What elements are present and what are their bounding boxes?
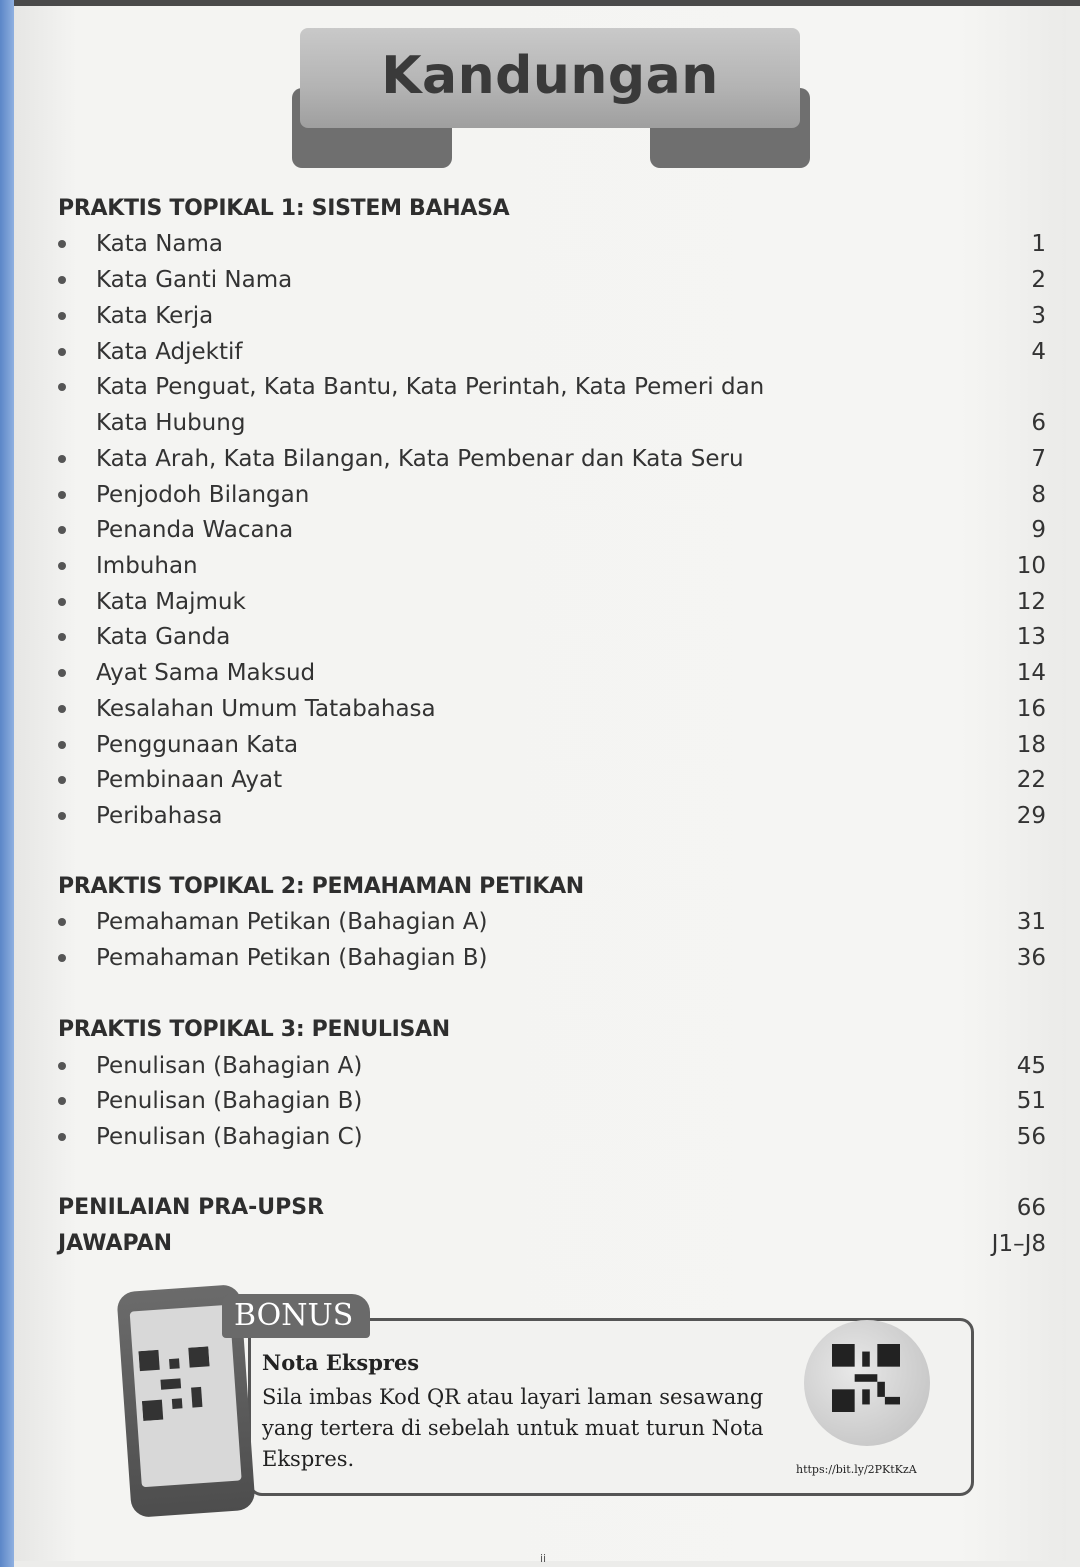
toc-item-label: Pemahaman Petikan (Bahagian B): [96, 945, 488, 971]
toc-item[interactable]: [58, 945, 1046, 981]
toc-item-page: 9: [1031, 517, 1046, 543]
toc-item-page: 56: [1016, 1124, 1046, 1150]
toc-penilaian-label: PENILAIAN PRA-UPSR: [58, 1195, 325, 1220]
toc-item[interactable]: [58, 482, 1046, 518]
bullet-icon: [58, 705, 66, 713]
toc-item[interactable]: [58, 589, 1046, 625]
bullet-icon: [58, 918, 66, 926]
toc-item[interactable]: [58, 267, 1046, 303]
bullet-icon: [58, 669, 66, 677]
toc-item-page: 31: [1016, 909, 1046, 935]
bullet-icon: [58, 633, 66, 641]
toc-item-label: Kata Nama: [96, 231, 223, 257]
toc-item-page: 22: [1016, 767, 1046, 793]
toc-item[interactable]: [58, 1053, 1046, 1089]
bullet-icon: [58, 812, 66, 820]
toc-item[interactable]: [58, 624, 1046, 660]
toc-item[interactable]: [58, 767, 1046, 803]
toc-item-label: Penanda Wacana: [96, 517, 294, 543]
toc-item-label: Pembinaan Ayat: [96, 767, 283, 793]
section-heading-2: PRAKTIS TOPIKAL 2: PEMAHAMAN PETIKAN: [58, 874, 584, 899]
bullet-icon: [58, 348, 66, 356]
toc-item-page: 12: [1016, 589, 1046, 615]
toc-item-page: 29: [1016, 803, 1046, 829]
toc-item[interactable]: [58, 374, 1046, 446]
toc-item-label: Kesalahan Umum Tatabahasa: [96, 696, 436, 722]
toc-item-label: Penggunaan Kata: [96, 732, 299, 758]
toc-item-label: Penulisan (Bahagian C): [96, 1124, 363, 1150]
page-title: Kandungan: [381, 46, 719, 106]
toc-item[interactable]: [58, 909, 1046, 945]
bullet-icon: [58, 741, 66, 749]
toc-item[interactable]: [58, 231, 1046, 267]
toc-item[interactable]: [58, 1124, 1046, 1160]
bullet-icon: [58, 276, 66, 284]
toc-jawapan-page: J1–J8: [991, 1231, 1046, 1257]
bullet-icon: [58, 1097, 66, 1105]
bonus-tag-label: BONUS: [234, 1298, 354, 1333]
toc-item-page: 4: [1031, 339, 1046, 365]
toc-item-page: 2: [1031, 267, 1046, 293]
toc-item-page: 36: [1016, 945, 1046, 971]
bullet-icon: [58, 240, 66, 248]
bonus-text: Sila imbas Kod QR atau layari laman sesawang yang tertera di sebelah untuk muat turun Nota Ekspres.: [262, 1385, 764, 1471]
qr-code-icon[interactable]: [832, 1344, 900, 1412]
title-banner: [288, 28, 812, 144]
toc-item-label: Kata Ganti Nama: [96, 267, 293, 293]
toc-item[interactable]: [58, 553, 1046, 589]
section-heading-3: PRAKTIS TOPIKAL 3: PENULISAN: [58, 1017, 450, 1042]
toc-item[interactable]: [58, 696, 1046, 732]
toc-item-page: 7: [1031, 446, 1046, 472]
bullet-icon: [58, 383, 66, 391]
bullet-icon: [58, 455, 66, 463]
toc-item[interactable]: [58, 339, 1046, 375]
toc-item-page: 6: [1031, 410, 1046, 436]
toc-item-label: Kata Majmuk: [96, 589, 246, 615]
bullet-icon: [58, 1133, 66, 1141]
toc-item-label-continued: Kata Hubung: [96, 410, 246, 436]
toc-item-page: 45: [1016, 1053, 1046, 1079]
toc-item[interactable]: [58, 1088, 1046, 1124]
toc-item-label: Imbuhan: [96, 553, 198, 579]
toc-item-label: Peribahasa: [96, 803, 223, 829]
toc-item-page: 8: [1031, 482, 1046, 508]
toc-item-label: Penulisan (Bahagian B): [96, 1088, 363, 1114]
phone-qr-icon: [138, 1346, 213, 1421]
toc-item-page: 18: [1016, 732, 1046, 758]
toc-item-label: Kata Arah, Kata Bilangan, Kata Pembenar dan Kata Seru: [96, 446, 744, 472]
bullet-icon: [58, 1062, 66, 1070]
toc-penilaian-page: 66: [1016, 1195, 1046, 1221]
toc-item-page: 13: [1016, 624, 1046, 650]
toc-item[interactable]: [58, 446, 1046, 482]
toc-item-label: Pemahaman Petikan (Bahagian A): [96, 909, 488, 935]
bullet-icon: [58, 491, 66, 499]
toc-item[interactable]: [58, 660, 1046, 696]
section-heading-1: PRAKTIS TOPIKAL 1: SISTEM BAHASA: [58, 196, 510, 221]
bonus-url[interactable]: https://bit.ly/2PKtKzA: [796, 1463, 917, 1476]
page-left-edge: [0, 0, 14, 1567]
bullet-icon: [58, 526, 66, 534]
toc-item[interactable]: [58, 803, 1046, 839]
toc-item-page: 14: [1016, 660, 1046, 686]
toc-item-label: Kata Ganda: [96, 624, 231, 650]
bullet-icon: [58, 562, 66, 570]
bullet-icon: [58, 776, 66, 784]
toc-jawapan-label: JAWAPAN: [58, 1231, 173, 1256]
bonus-title: Nota Ekspres: [262, 1350, 420, 1375]
toc-jawapan[interactable]: [58, 1231, 1046, 1267]
toc-item-page: 16: [1016, 696, 1046, 722]
toc-item[interactable]: [58, 732, 1046, 768]
toc-item[interactable]: [58, 517, 1046, 553]
toc-item-label: Ayat Sama Maksud: [96, 660, 316, 686]
toc-item-page: 10: [1016, 553, 1046, 579]
toc-item-label: Kata Penguat, Kata Bantu, Kata Perintah, Kata Pemeri dan: [96, 374, 765, 400]
toc-item-label: Penjodoh Bilangan: [96, 482, 310, 508]
toc-item-label: Kata Kerja: [96, 303, 214, 329]
bullet-icon: [58, 312, 66, 320]
toc-penilaian[interactable]: [58, 1195, 1046, 1231]
bonus-tag: [222, 1294, 370, 1338]
bullet-icon: [58, 954, 66, 962]
toc-item-page: 1: [1031, 231, 1046, 257]
toc-item-page: 3: [1031, 303, 1046, 329]
bullet-icon: [58, 598, 66, 606]
toc-item[interactable]: [58, 303, 1046, 339]
toc-item-page: 51: [1016, 1088, 1046, 1114]
toc-item-label: Penulisan (Bahagian A): [96, 1053, 363, 1079]
page-number-footer: ii: [540, 1552, 547, 1565]
toc-item-label: Kata Adjektif: [96, 339, 243, 365]
